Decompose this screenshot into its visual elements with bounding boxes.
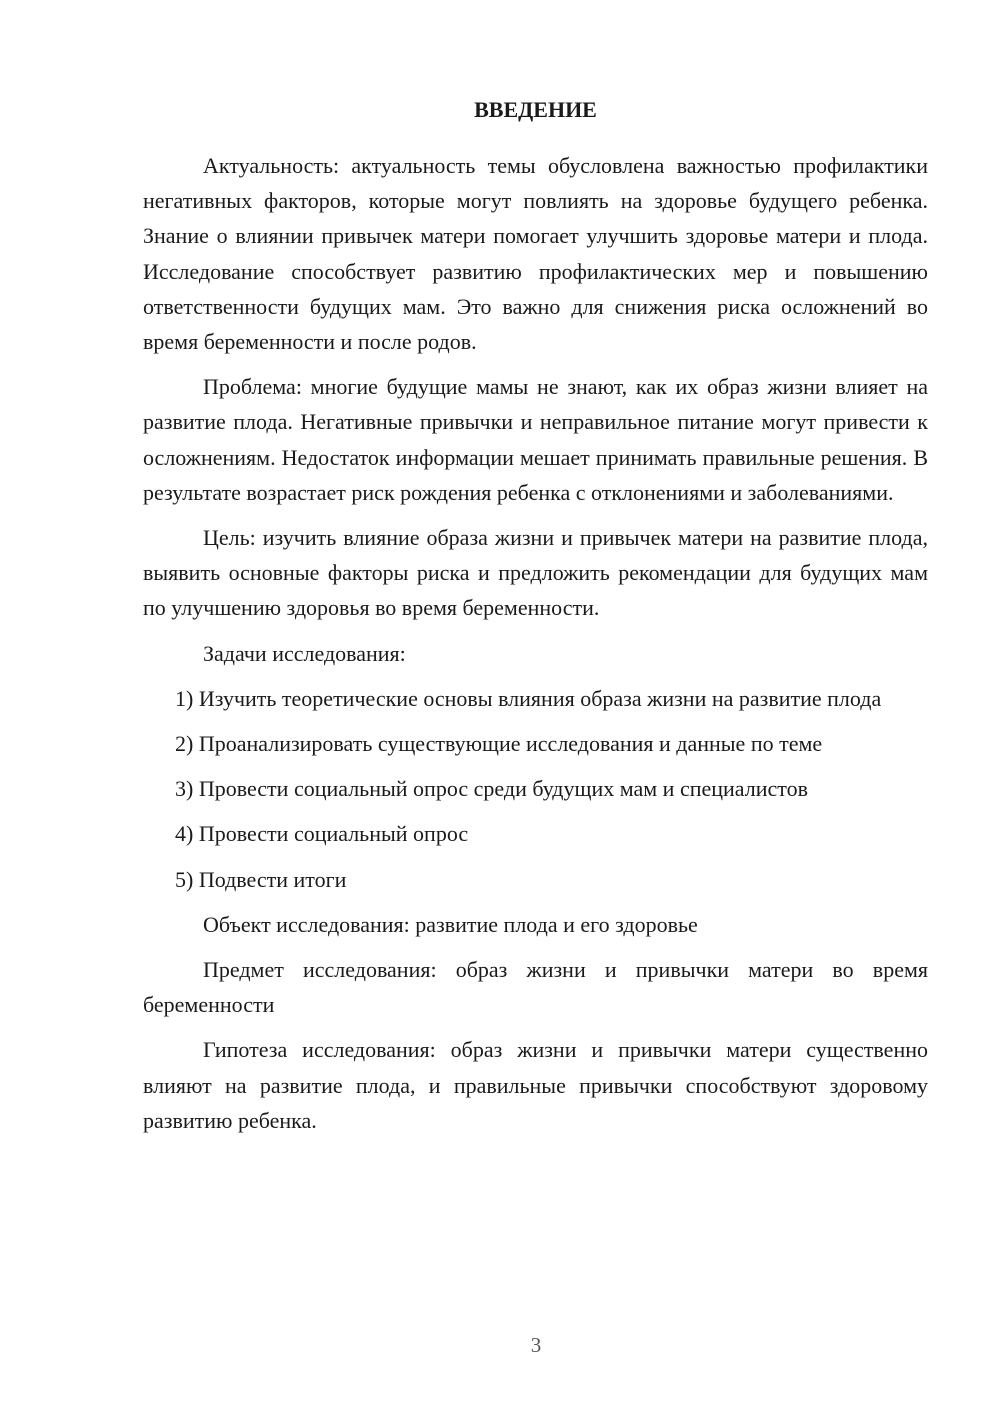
task-item: 3) Провести социальный опрос среди будущих мам и специалистов (175, 776, 808, 802)
object-paragraph: Объект исследования: развитие плода и его здоровье (203, 911, 698, 937)
subject-paragraph: Предмет исследования: образ жизни и привычки матери во время беременности (143, 957, 928, 1018)
task-item: 4) Провести социальный опрос (175, 821, 469, 847)
problem-paragraph: Проблема: многие будущие мамы не знают, как их образ жизни влияет на развитие плода. Негативные привычки и неправильное питание могут привести к осложнениям. Недостаток информации мешает принимать правильные решения. В результате возрастает риск рождения ребенка с отклонениями и заболеваниями. (143, 374, 928, 505)
task-item: 1) Изучить теоретические основы влияния образа жизни на развитие плода (175, 685, 882, 711)
task-item: 5) Подвести итоги (175, 866, 347, 892)
tasks-title: Задачи исследования: (203, 640, 406, 666)
page-number: 3 (530, 1333, 542, 1357)
relevance-paragraph: Актуальность: актуальность темы обусловлена важностью профилактики негативных факторов, которые могут повлиять на здоровье будущего ребенка. Знание о влиянии привычек матери помогает улучшить здоровье матери и плода. Исследование способствует развитию профилактических мер и повышению ответственности будущих мам. Это важно для снижения риска осложнений во время беременности и после родов. (143, 153, 928, 355)
goal-paragraph: Цель: изучить влияние образа жизни и привычек матери на развитие плода, выявить основные факторы риска и предложить рекомендации для будущих мам по улучшению здоровья во время беременности. (143, 525, 928, 621)
hypothesis-paragraph: Гипотеза исследования: образ жизни и привычки матери существенно влияют на развитие плода, и правильные привычки способствуют здоровому развитию ребенка. (143, 1037, 928, 1133)
section-heading: ВВЕДЕНИЕ (474, 97, 597, 122)
document-page (143, 92, 928, 1148)
task-item: 2) Проанализировать существующие исследования и данные по теме (175, 731, 823, 757)
